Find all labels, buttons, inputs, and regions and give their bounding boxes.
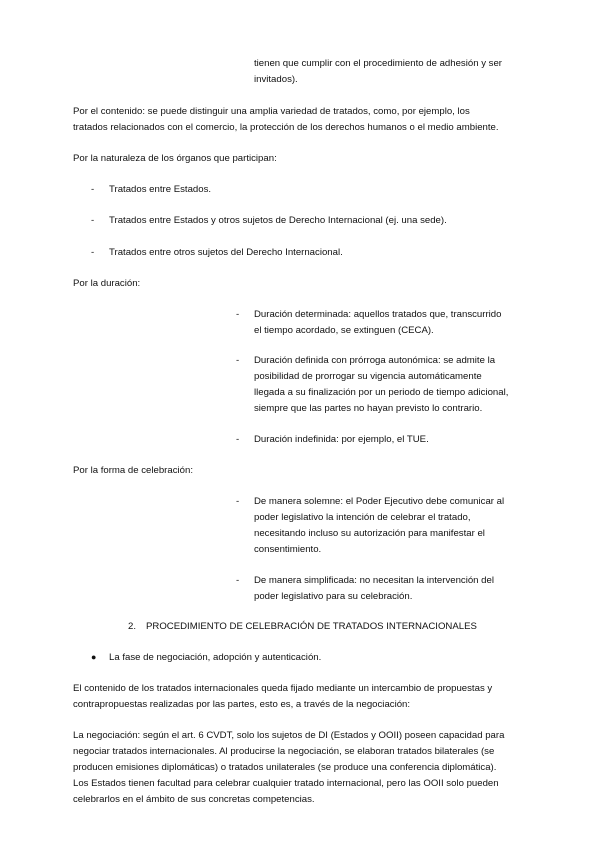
continuation-line: tienen que cumplir con el procedimiento de adhesión y ser: [254, 58, 502, 69]
dash-marker: -: [236, 575, 240, 586]
dash-marker: -: [236, 434, 240, 445]
paragraph-line: La negociación: según el art. 6 CVDT, solo los sujetos de DI (Estados y OOII) poseen capacidad para: [73, 730, 505, 741]
list-item-line: poder legislativo para su celebración.: [254, 591, 413, 602]
dash-marker: -: [236, 496, 240, 507]
paragraph-line: Por el contenido: se puede distinguir una amplia variedad de tratados, como, por ejemplo, los: [73, 106, 470, 117]
list-item-line: necesitando incluso su autorización para manifestar el: [254, 528, 485, 539]
list-item-line: siempre que las partes no hayan previsto lo contrario.: [254, 403, 483, 414]
dash-marker: -: [91, 247, 95, 258]
section-heading: Por la naturaleza de los órganos que participan:: [73, 153, 277, 164]
paragraph-line: celebrarlos en el ámbito de sus concretas competencias.: [73, 794, 315, 805]
list-item: Tratados entre otros sujetos del Derecho Internacional.: [109, 247, 343, 258]
paragraph-line: negociar tratados internacionales. Al producirse la negociación, se elaboran tratados bilaterales (se: [73, 746, 495, 757]
paragraph-line: tratados relacionados con el comercio, la protección de los derechos humanos o el medio ambiente.: [73, 122, 499, 133]
dash-marker: -: [91, 184, 95, 195]
dash-marker: -: [236, 355, 240, 366]
paragraph-line: contrapropuestas realizadas por las partes, esto es, a través de la negociación:: [73, 699, 411, 710]
section-heading: Por la forma de celebración:: [73, 465, 193, 476]
section-heading: Por la duración:: [73, 278, 141, 289]
list-item-line: Duración indefinida: por ejemplo, el TUE.: [254, 434, 429, 445]
list-item: Tratados entre Estados.: [109, 184, 212, 195]
section-title: PROCEDIMIENTO DE CELEBRACIÓN DE TRATADOS INTERNACIONALES: [146, 621, 477, 632]
paragraph-line: Los Estados tienen facultad para celebrar cualquier tratado internacional, pero las OOII solo pueden: [73, 778, 499, 789]
list-item-line: Duración determinada: aquellos tratados que, transcurrido: [254, 309, 502, 320]
list-item-line: posibilidad de prorrogar su vigencia automáticamente: [254, 371, 482, 382]
bullet-item: La fase de negociación, adopción y autenticación.: [109, 652, 322, 663]
list-item-line: De manera simplificada: no necesitan la intervención del: [254, 575, 494, 586]
list-item-line: llegada a su finalización por un periodo de tiempo adicional,: [254, 387, 509, 398]
list-item-line: Duración definida con prórroga autonómica: se admite la: [254, 355, 496, 366]
list-item: Tratados entre Estados y otros sujetos de Derecho Internacional (ej. una sede).: [109, 215, 447, 226]
paragraph-line: El contenido de los tratados internacionales queda fijado mediante un intercambio de propuestas y: [73, 683, 493, 694]
paragraph-line: producen emisiones diplomáticas) o tratados unilaterales (se produce una conferencia diplomática).: [73, 762, 497, 773]
dash-marker: -: [91, 215, 95, 226]
list-item-line: poder legislativo la intención de celebrar el tratado,: [254, 512, 471, 523]
list-item-line: el tiempo acordado, se extinguen (CECA).: [254, 325, 434, 336]
dash-marker: -: [236, 309, 240, 320]
list-item-line: De manera solemne: el Poder Ejecutivo debe comunicar al: [254, 496, 505, 507]
list-item-line: consentimiento.: [254, 544, 322, 555]
continuation-line: invitados).: [254, 74, 298, 85]
bullet-marker: ●: [91, 652, 97, 662]
section-number: 2.: [128, 621, 137, 632]
